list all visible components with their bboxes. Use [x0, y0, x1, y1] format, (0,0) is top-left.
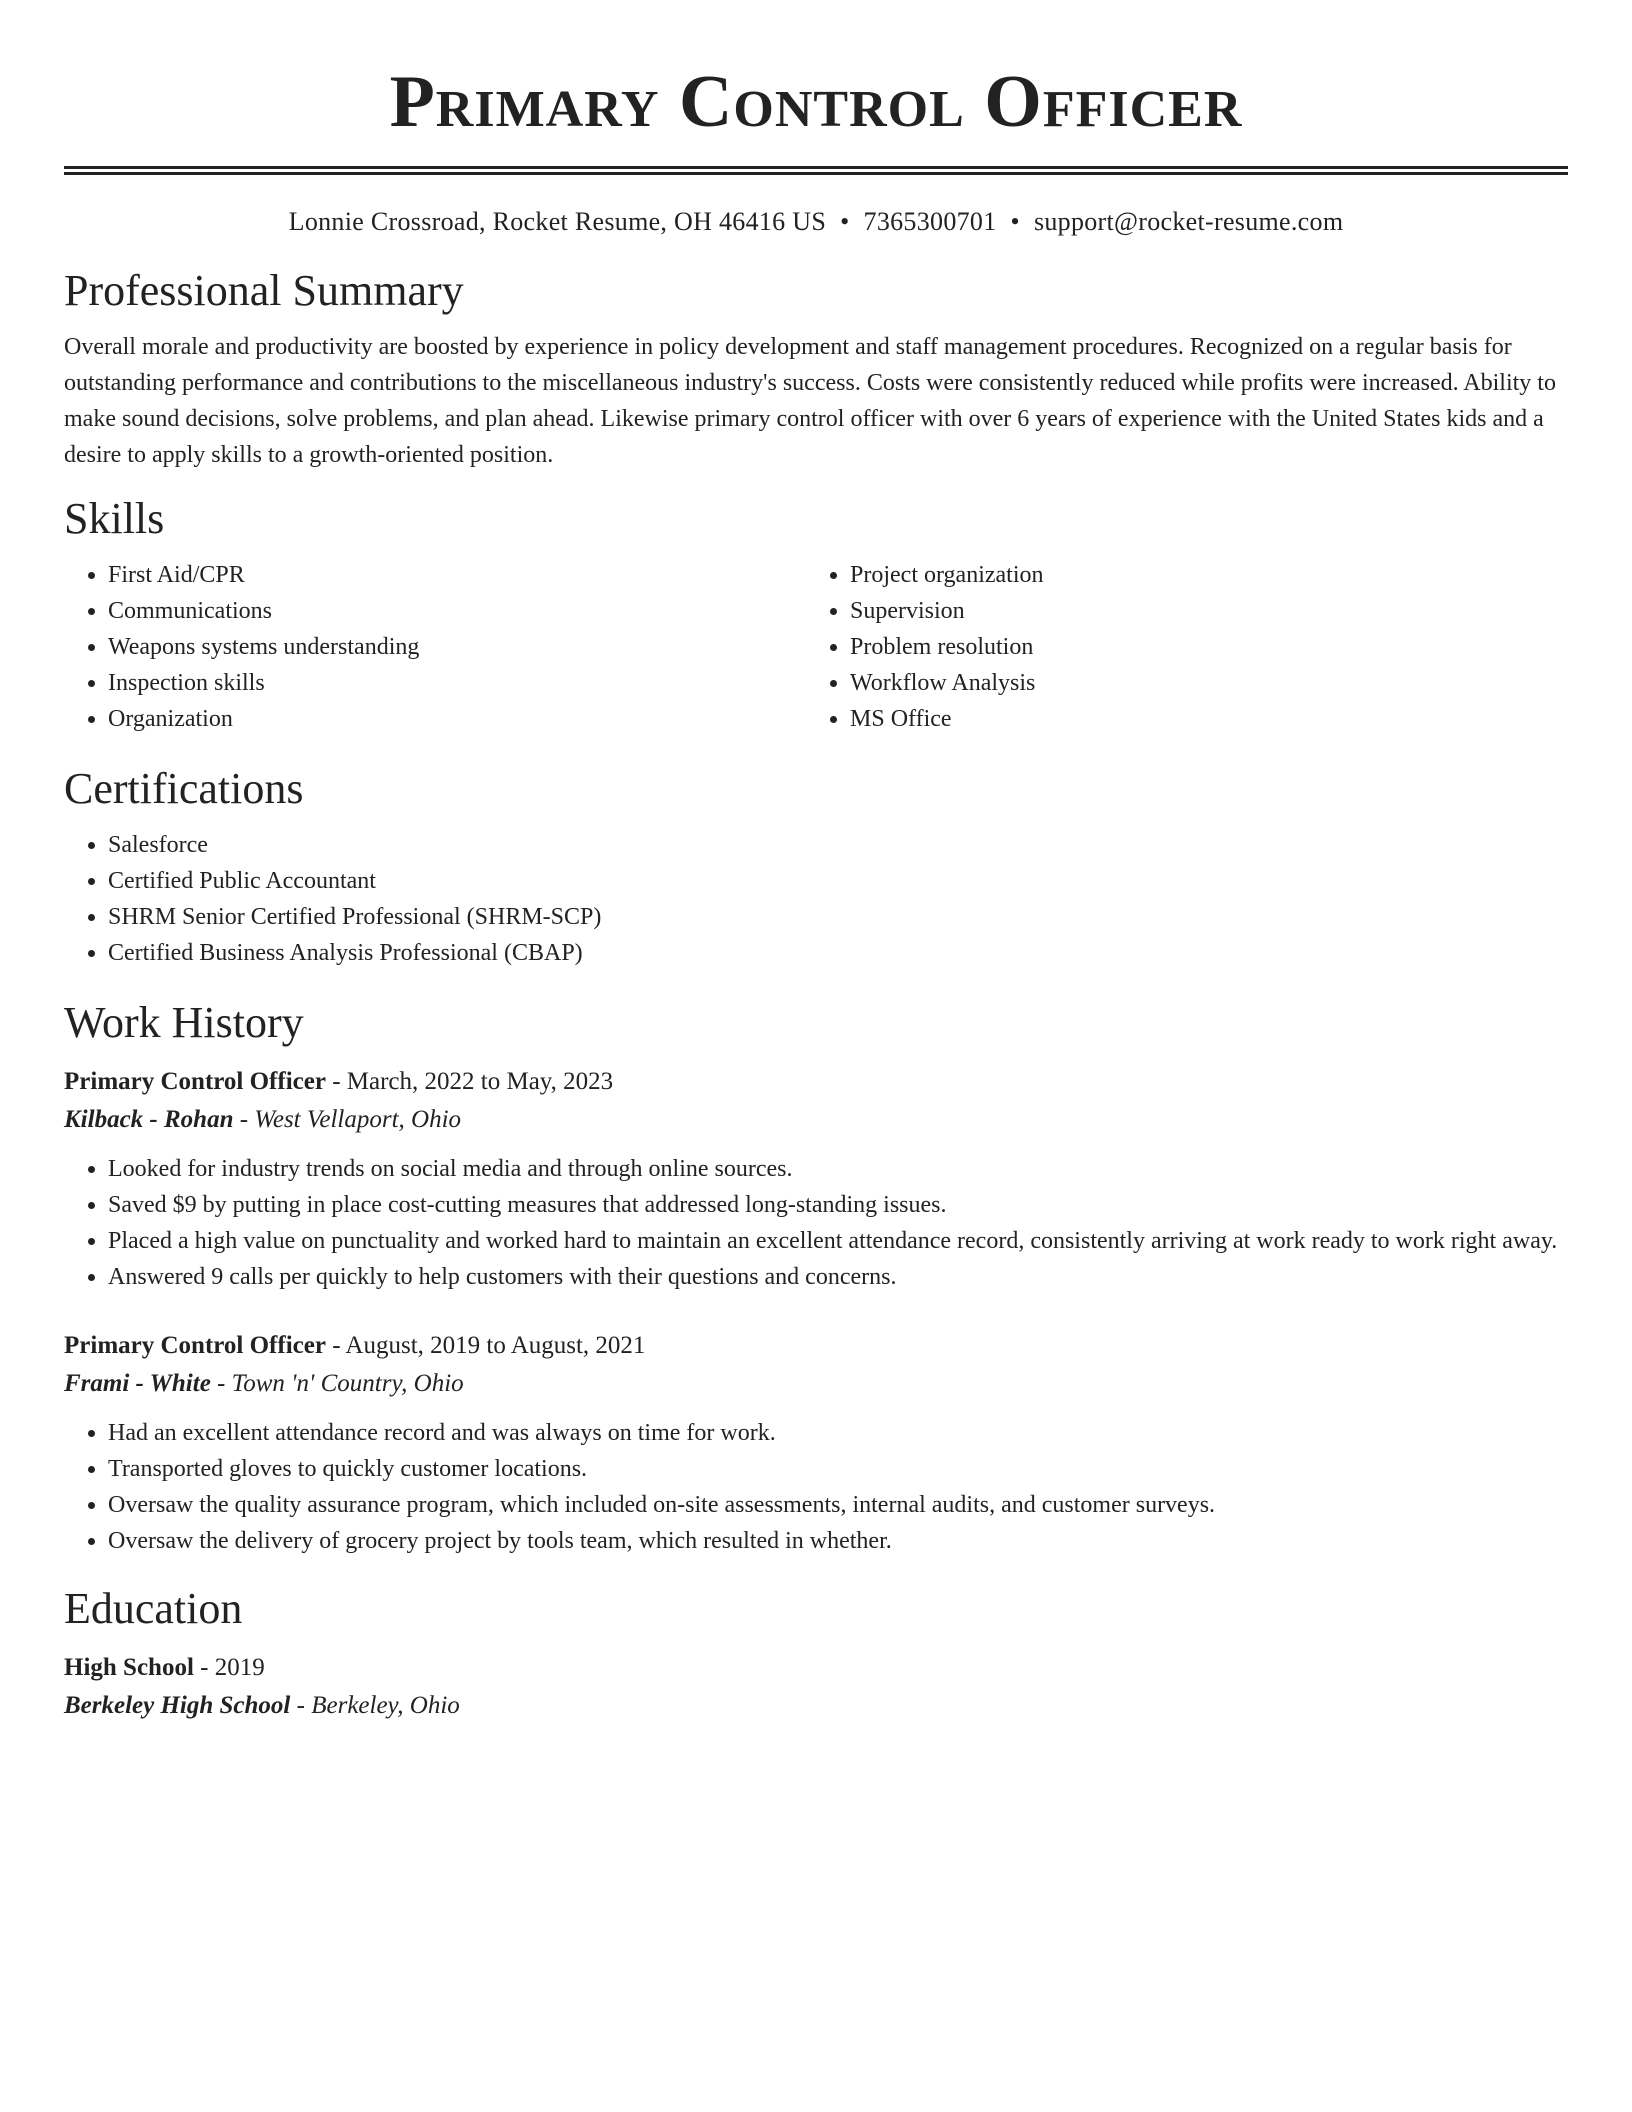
job-duty: • Answered 9 calls per quickly to help customers with their questions and concerns. — [108, 1259, 1568, 1295]
education-year: 2019 — [214, 1654, 265, 1681]
skill-item: • Project organization — [850, 557, 1548, 593]
skill-item: • Problem resolution — [850, 629, 1548, 665]
job-duties-list — [64, 1151, 1568, 1295]
education-heading: Education — [64, 1584, 243, 1633]
skills-list-right — [806, 557, 1548, 737]
job-entry — [64, 1327, 1568, 1559]
contact-separator: • — [840, 207, 850, 236]
skill-item: • Inspection skills — [108, 665, 806, 701]
job-duty: • Looked for industry trends on social media and through online sources. — [108, 1151, 1568, 1187]
summary-heading: Professional Summary — [64, 266, 464, 315]
skills-column-right — [806, 557, 1548, 737]
certification-item: • SHRM Senior Certified Professional (SHRM-SCP) — [108, 899, 1568, 935]
education-degree: High School — [64, 1654, 194, 1681]
job-role: Primary Control Officer — [64, 1332, 326, 1359]
education-location: Berkeley, Ohio — [311, 1692, 460, 1719]
certifications-heading: Certifications — [64, 764, 304, 813]
certification-item: • Salesforce — [108, 827, 1568, 863]
contact-separator: • — [1010, 207, 1020, 236]
certifications-list — [64, 827, 1568, 971]
job-company: Kilback - Rohan — [64, 1106, 234, 1133]
job-dates: August, 2019 to August, 2021 — [345, 1332, 646, 1359]
skills-grid — [64, 557, 1568, 737]
job-company-line: Frami - White - Town 'n' Country, Ohio — [64, 1370, 464, 1397]
job-dates: March, 2022 to May, 2023 — [346, 1068, 614, 1095]
job-company-line: Kilback - Rohan - West Vellaport, Ohio — [64, 1106, 462, 1133]
skill-item: • First Aid/CPR — [108, 557, 806, 593]
resume-name-title: Primary Control Officer — [389, 61, 1243, 143]
job-duty: • Saved $9 by putting in place cost-cutting measures that addressed long-standing issues. — [108, 1187, 1568, 1223]
skill-item: • Weapons systems understanding — [108, 629, 806, 665]
education-school: Berkeley High School — [64, 1692, 291, 1719]
job-location: West Vellaport, Ohio — [254, 1106, 462, 1133]
summary-text: Overall morale and productivity are boosted by experience in policy development and staff management procedures. Recognized on a regular basis for outstanding performance and contributions to the miscellaneous industry's success. Costs were consistently reduced while profits were increased. Ability to make sound decisions, solve problems, and plan ahead. Likewise primary control officer with over 6 years of experience with the United States kids and a desire to apply skills to a growth-oriented position. — [64, 334, 1556, 468]
job-duty: • Oversaw the quality assurance program, which included on-site assessments, internal audits, and customer surveys. — [108, 1487, 1568, 1523]
job-duty: • Placed a high value on punctuality and worked hard to maintain an excellent attendance record, consistently arriving at work ready to work right away. — [108, 1223, 1568, 1259]
contact-address: Lonnie Crossroad, Rocket Resume, OH 46416 US — [288, 207, 827, 236]
job-company: Frami - White — [64, 1370, 211, 1397]
header-divider — [64, 166, 1568, 175]
job-duty: • Had an excellent attendance record and was always on time for work. — [108, 1415, 1568, 1451]
skill-item: • MS Office — [850, 701, 1548, 737]
job-location: Town 'n' Country, Ohio — [231, 1370, 464, 1397]
education-degree-line: High School - 2019 — [64, 1654, 265, 1681]
job-duty: • Oversaw the delivery of grocery project by tools team, which resulted in whether. — [108, 1523, 1568, 1559]
skill-item: • Organization — [108, 701, 806, 737]
certification-item: • Certified Public Accountant — [108, 863, 1568, 899]
skill-item: • Communications — [108, 593, 806, 629]
skills-list-left — [64, 557, 806, 737]
contact-phone: 7365300701 — [863, 207, 997, 236]
resume-page — [64, 0, 1568, 1725]
job-title-line: Primary Control Officer - August, 2019 to August, 2021 — [64, 1332, 646, 1359]
job-role: Primary Control Officer — [64, 1068, 326, 1095]
contact-email[interactable]: support@rocket-resume.com — [1033, 207, 1344, 236]
skill-item: • Supervision — [850, 593, 1548, 629]
skill-item: • Workflow Analysis — [850, 665, 1548, 701]
skills-column-left — [64, 557, 806, 737]
work-history-heading: Work History — [64, 998, 304, 1047]
job-entry — [64, 1063, 1568, 1295]
job-title-line: Primary Control Officer - March, 2022 to May, 2023 — [64, 1068, 614, 1095]
skills-heading: Skills — [64, 494, 165, 543]
job-duty: • Transported gloves to quickly customer locations. — [108, 1451, 1568, 1487]
education-school-line: Berkeley High School - Berkeley, Ohio — [64, 1692, 460, 1719]
contact-line — [64, 205, 1568, 239]
education-entry — [64, 1649, 1568, 1725]
job-duties-list — [64, 1415, 1568, 1559]
certification-item: • Certified Business Analysis Professional (CBAP) — [108, 935, 1568, 971]
